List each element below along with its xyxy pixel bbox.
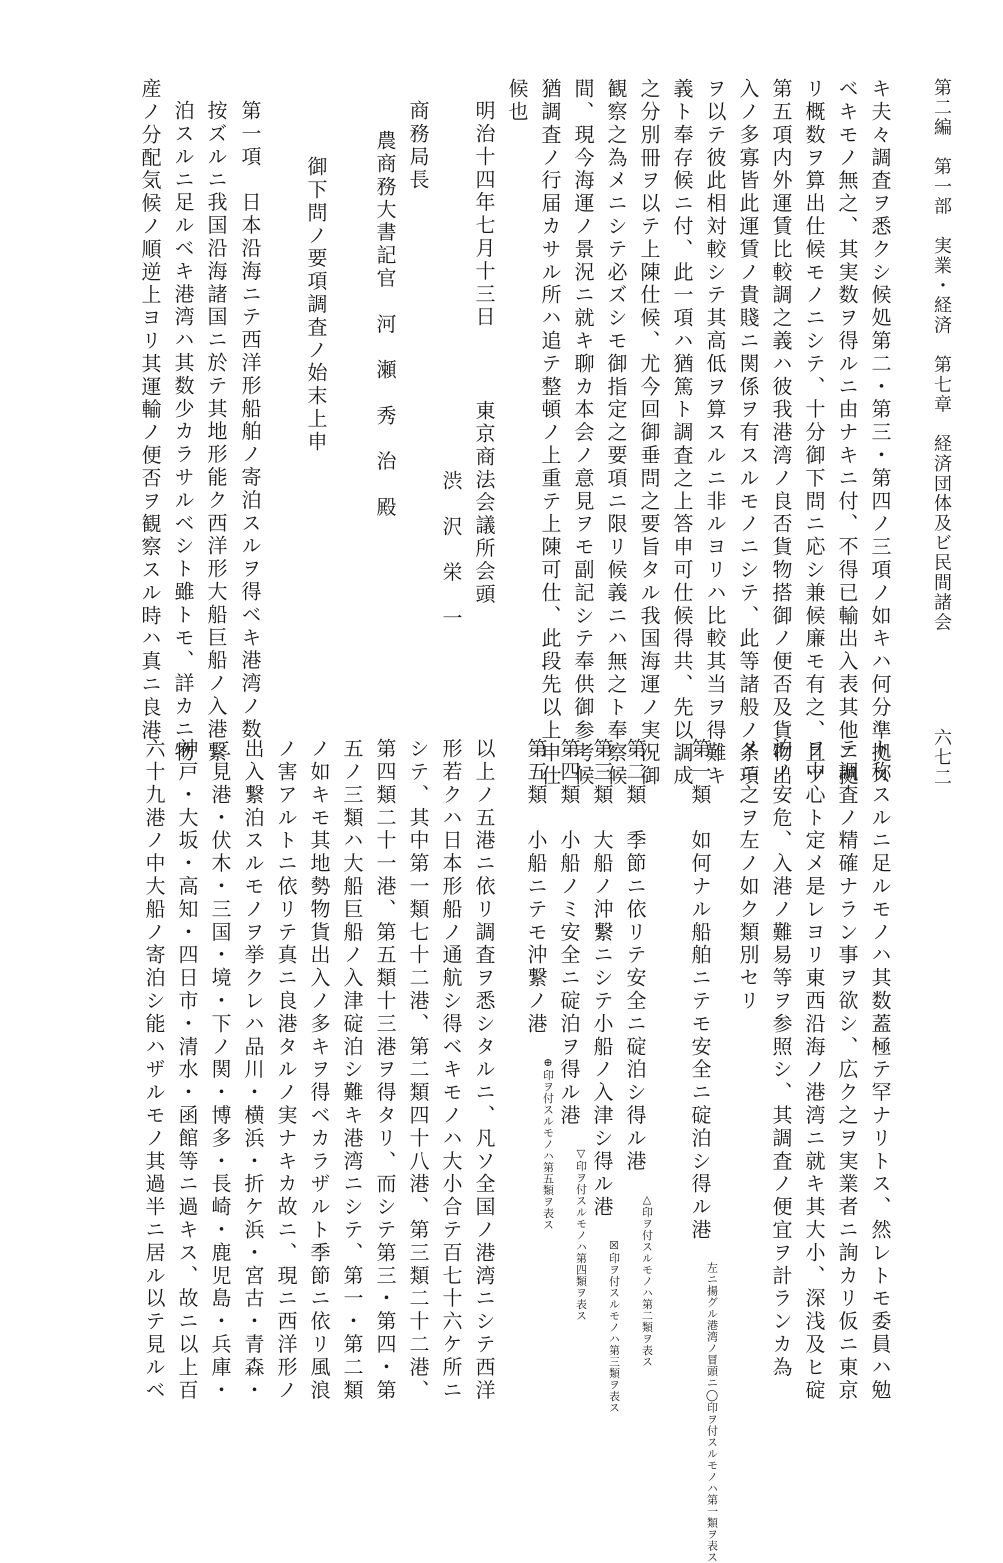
class-3-note: ☒印ヲ付スルモノハ第三類ヲ表ス	[607, 1238, 621, 1414]
class-5-note: ⊕印ヲ付スルモノハ第五類ヲ表ス	[541, 1055, 555, 1231]
class-2-text: 第二類 季節ニ依リテ安全ニ碇泊シ得ル港	[623, 738, 647, 1174]
class-1-text: 第一類 如何ナル船舶ニテモ安全ニ碇泊シ得ル港	[688, 738, 712, 1242]
text-column: 観察之為メニシテ必ズシモ御指定之要項ニ限リ候義ニハ無之ト奉察候	[604, 78, 628, 788]
section-title: 御下問ノ要項調査ノ始末上申	[304, 156, 328, 454]
text-column: ヲ以テ彼此相対較シテ其高低ヲ算スルニ非ルヨリハ比較其当ヲ得難キ	[703, 78, 727, 788]
class-5-text: 第五類 小船ニテモ沖繋ノ港	[524, 738, 548, 1036]
text-column: 六十九港ノ中大船ノ寄泊シ能ハザルモノ其過半ニ居ル以テ見ルベ	[142, 738, 166, 1403]
text-column: ノ害アルトニ依リテ真ニ良港タルノ実ナキカ故ニ、現ニ西洋形ノ	[274, 738, 298, 1403]
text-column: キ夫々調査ヲ悉クシ候処第二・第三・第四ノ三項ノ如キハ何分準拠ス	[868, 78, 892, 788]
class-4-note: ▽印ヲ付スルモノハ第四類ヲ表ス	[574, 1147, 588, 1322]
letter-date: 明治十四年七月十三日	[472, 100, 496, 329]
text-column: 候也	[505, 78, 529, 124]
text-column: シテ、其中第一類七十二港、第二類四十八港、第三類二十二港、	[406, 738, 430, 1403]
text-column: ノ如キモ其地勢物貨出入ノ多キヲ得ベカラザルト季節ニ依リ風浪	[307, 738, 331, 1403]
class-2-definition	[623, 738, 654, 1368]
page-number: 六七二	[931, 728, 952, 788]
class-5-definition	[524, 738, 555, 1231]
text-column: 之分別冊ヲ以テ上陳仕候、尤今回御垂問之要旨タル我国海運ノ実況御	[637, 78, 661, 788]
text-column: 形若クハ日本形船ノ通航シ得ベキモノハ大小合テ百七十六ケ所ニ	[439, 738, 463, 1403]
class-4-text: 第四類 小船ノミ安全ニ碇泊ヲ得ル港	[557, 738, 581, 1128]
text-column: 入ノ多寡皆此運賃ノ貴賤ニ関係ヲ有スルモノニシテ、此等諸般ノ条項	[736, 78, 760, 788]
text-column: 産ノ分配気候ノ順逆上ヨリ其運輸ノ便否ヲ観察スル時ハ真ニ良港	[138, 78, 162, 743]
text-column: メニ之ヲ左ノ如ク類別セリ	[736, 738, 760, 1013]
text-column: 泊ノ安危、入港ノ難易等ヲ参照シ、其調査ノ便宜ヲ計ランカ為	[769, 738, 793, 1380]
text-column: 出入繋泊スルモノヲ挙クレハ品川・横浜・折ケ浜・宮古・青森・	[241, 738, 265, 1403]
recipient-office: 商務局長	[406, 100, 430, 192]
text-column: 義ト奉存候ニ付、此一項ハ猶篤ト調査之上答申可仕候得共、先以調成	[670, 78, 694, 788]
class-2-note: △印ヲ付スルモノハ第二類ヲ表ス	[640, 1193, 654, 1368]
text-column: リ概数ヲ算出仕候モノニシテ、十分御下問ニ応シ兼候廉モ有之、且ツ	[802, 78, 826, 788]
text-column: 五ノ三類ハ大船巨船ノ入津碇泊シ難キ港湾ニシテ、第一・第二類	[340, 738, 364, 1403]
text-column: ヲ中心ト定メ是レヨリ東西沿海ノ港湾ニ就キ其大小、深浅及ヒ碇	[802, 738, 826, 1403]
recipient: 農商務大書記官 河 瀬 秀 治 殿	[373, 130, 397, 520]
class-1-definition	[688, 738, 719, 1563]
text-column: 泊スルニ足ルベキ港湾ハ其数少カラサルベシト雖トモ、詳カニ物	[171, 100, 195, 765]
text-column: 按ズルニ我国沿海諸国ニ於テ其地形能ク西洋形大船巨船ノ入港繋	[204, 100, 228, 765]
text-column: 二見港・伏木・三国・境・下ノ関・博多・長崎・鹿児島・兵庫・	[208, 738, 232, 1403]
text-column: 第四類二十一港、第五類十三港ヲ得タリ、而シテ第三・第四・第	[373, 738, 397, 1403]
sender-name: 渋 沢 栄 一	[439, 470, 463, 631]
text-column: ベキモノ無之、其実数ヲ得ルニ由ナキニ付、不得已輸出入表其他ニ拠	[835, 78, 859, 788]
item-heading: 第一項 日本沿海ニテ西洋形船舶ノ寄泊スルヲ得ベキ港湾ノ数	[238, 100, 262, 742]
text-column: 神戸・大坂・高知・四日市・清水・函館等ニ過キス、故ニ以上百	[175, 738, 199, 1403]
class-3-text: 第三類 大船ノ沖繋ニシテ小船ノ入津シ得ル港	[590, 738, 614, 1219]
text-column: 間、現今海運ノ景況ニ就キ聊カ本会ノ意見ヲモ副記シテ奉供御参考候	[571, 78, 595, 788]
text-column: 以上ノ五港ニ依リ調査ヲ悉シタルニ、凡ソ全国ノ港湾ニシテ西洋	[472, 738, 496, 1403]
text-column: 第五項内外運賃比較調之義ハ彼我港湾ノ良否貨物搭御ノ便否及貨物出	[769, 78, 793, 788]
class-1-note: 左ニ揚グル港湾ノ冒頭ニ◯印ヲ付スルモノハ第一類ヲ表ス	[705, 1261, 719, 1563]
sender-organization: 東京商法会議所会頭	[472, 400, 496, 607]
class-3-definition	[590, 738, 621, 1414]
running-header: 第二編 第一部 実業・経済 第七章 経済団体及ビ民間諸会	[931, 78, 952, 633]
text-column: テ調査ノ精確ナラン事ヲ欲シ、広ク之ヲ実業者ニ詢カリ仮ニ東京	[835, 738, 859, 1403]
text-column: ト称スルニ足ルモノハ其数蓋極テ罕ナリトス、然レトモ委員ハ勉	[868, 738, 892, 1403]
class-4-definition	[557, 738, 588, 1322]
text-column: 猶調査ノ行届カサル所ハ追テ整頓ノ上重テ上陳可仕、此段先以上申仕	[538, 78, 562, 788]
